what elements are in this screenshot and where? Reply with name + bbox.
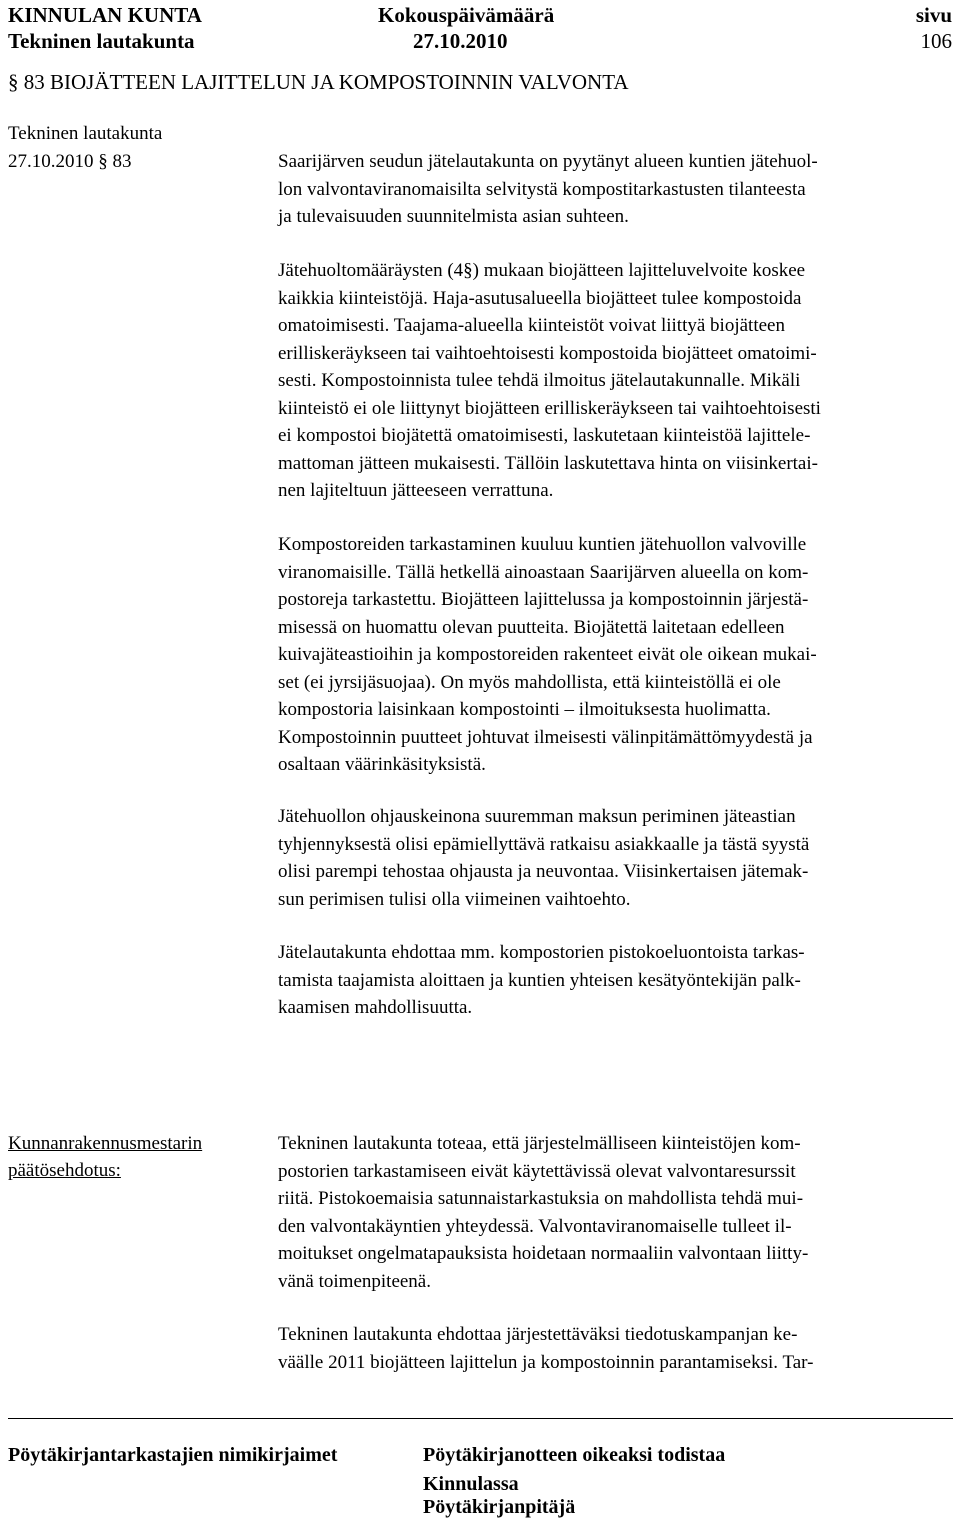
footer-certification-label: Pöytäkirjanotteen oikeaksi todistaa <box>423 1444 726 1466</box>
text-line: tyhjennyksestä olisi epämiellyttävä ratkaisu asiakkaalle ja tästä syystä <box>278 833 810 855</box>
footer-rule <box>8 1418 953 1419</box>
meeting-date: 27.10.2010 <box>413 29 508 53</box>
text-line: den valvontakäyntien yhteydessä. Valvontaviranomaiselle tulleet il- <box>278 1215 792 1237</box>
paragraph-steering <box>278 803 958 913</box>
text-line: Jätehuollon ohjauskeinona suuremman maksun periminen jäteastian <box>278 806 796 827</box>
section-ref-date: 27.10.2010 § 83 <box>8 151 132 172</box>
text-line: sun perimisen tulisi olla viimeinen vaihtoehto. <box>278 888 631 910</box>
text-line: Saarijärven seudun jätelautakunta on pyytänyt alueen kuntien jätehuol- <box>278 151 818 172</box>
text-line: set (ei jyrsijäsuojaa). On myös mahdollista, että kiinteistöllä ei ole <box>278 671 781 693</box>
text-line: Kompostoinnin puutteet johtuvat ilmeisesti välinpitämättömyydestä ja <box>278 726 813 748</box>
proposal-paragraph-2 <box>278 1321 958 1376</box>
text-line: tamista taajamista aloittaen ja kuntien yhteisen kesätyöntekijän palk- <box>278 969 801 991</box>
text-line: viranomaisille. Tällä hetkellä ainoastaan Saarijärven alueella on kom- <box>278 561 809 583</box>
meeting-date-label: Kokouspäivämäärä <box>378 3 555 27</box>
board-name: Tekninen lautakunta <box>8 29 195 53</box>
footer-initials-label: Pöytäkirjantarkastajien nimikirjaimet <box>8 1444 338 1466</box>
paragraph-waste-board-proposal <box>278 939 958 1022</box>
page-number: 106 <box>920 29 952 53</box>
text-line: ei kompostoi biojätettä omatoimisesti, laskutetaan kiinteistöä lajittele- <box>278 425 811 446</box>
text-line: mattoman jätteen mukaisesti. Tällöin laskutettava hinta on viisinkertai- <box>278 452 818 474</box>
text-line: kaamisen mahdollisuutta. <box>278 997 473 1018</box>
footer-secretary-label: Pöytäkirjanpitäjä <box>423 1496 576 1518</box>
paragraph-inspection <box>278 531 958 779</box>
text-line: Tekninen lautakunta ehdottaa järjestettäväksi tiedotuskampanjan ke- <box>278 1324 798 1345</box>
text-line: postoreja tarkastettu. Biojätteen lajittelussa ja kompostoinnin järjestä- <box>278 589 809 610</box>
page-label: sivu <box>915 3 952 27</box>
text-line: kompostoria laisinkaan kompostointi – ilmoituksesta huolimatta. <box>278 699 771 720</box>
paragraph-regulations <box>278 257 958 505</box>
text-line: ja tulevaisuuden suunnitelmista asian suhteen. <box>278 206 629 227</box>
text-line: Kompostoreiden tarkastaminen kuuluu kuntien jätehuollon valvoville <box>278 534 807 555</box>
text-line: Jätehuoltomääräysten (4§) mukaan biojätteen lajitteluvelvoite koskee <box>278 260 806 281</box>
text-line: sesti. Kompostoinnista tulee tehdä ilmoitus jätelautakunnalle. Mikäli <box>278 370 801 391</box>
text-line: Jätelautakunta ehdottaa mm. kompostorien pistokoeluontoista tarkas- <box>278 942 805 963</box>
text-line: kaikkia kiinteistöjä. Haja-asutusalueella biojätteet tulee kompostoida <box>278 287 802 309</box>
section-ref-board: Tekninen lautakunta <box>8 123 163 144</box>
text-line: kiinteistö ei ole liittynyt biojätteen erilliskeräykseen tai vaihtoehtoisesti <box>278 397 821 419</box>
text-line: vänä toimenpiteenä. <box>278 1270 431 1292</box>
text-line: nen lajiteltuun jätteeseen verrattuna. <box>278 480 554 501</box>
text-line: omatoimisesti. Taajama-alueella kiinteistöt voivat liittyä biojätteen <box>278 315 785 336</box>
text-line: moitukset ongelmatapauksista hoidetaan normaaliin valvontaan liitty- <box>278 1243 809 1264</box>
text-line: riitä. Pistokoemaisia satunnaistarkastuksia on mahdollista tehdä mui- <box>278 1188 804 1209</box>
text-line: misessä on huomattu olevan puutteita. Biojätettä laitetaan edelleen <box>278 616 785 638</box>
section-title: § 83 BIOJÄTTEEN LAJITTELUN JA KOMPOSTOINNIN VALVONTA <box>8 70 629 94</box>
text-line: olisi parempi tehostaa ohjausta ja neuvontaa. Viisinkertaisen jätemak- <box>278 861 809 882</box>
text-line: postorien tarkastamiseen eivät käytettävissä olevat valvontaresurssit <box>278 1160 796 1182</box>
text-line: erilliskeräykseen tai vaihtoehtoisesti kompostoida biojätteet omatoimi- <box>278 342 817 364</box>
text-line: Tekninen lautakunta toteaa, että järjestelmälliseen kiinteistöjen kom- <box>278 1133 801 1154</box>
text-line: kuivajäteastioihin ja kompostoreiden rakenteet eivät ole oikean mukai- <box>278 644 817 665</box>
text-line: osaltaan väärinkäsityksistä. <box>278 754 486 775</box>
text-line: lon valvontaviranomaisilta selvitystä kompostitarkastusten tilanteesta <box>278 178 806 200</box>
proposal-label-line2: päätösehdotus: <box>8 1160 121 1181</box>
proposal-label-line1: Kunnanrakennusmestarin <box>8 1133 203 1154</box>
paragraph-request <box>278 148 958 231</box>
municipality-name: KINNULAN KUNTA <box>8 3 202 27</box>
footer-place: Kinnulassa <box>423 1473 519 1495</box>
proposal-paragraph-1 <box>278 1130 958 1295</box>
text-line: väälle 2011 biojätteen lajittelun ja kompostoinnin parantamiseksi. Tar- <box>278 1351 814 1373</box>
